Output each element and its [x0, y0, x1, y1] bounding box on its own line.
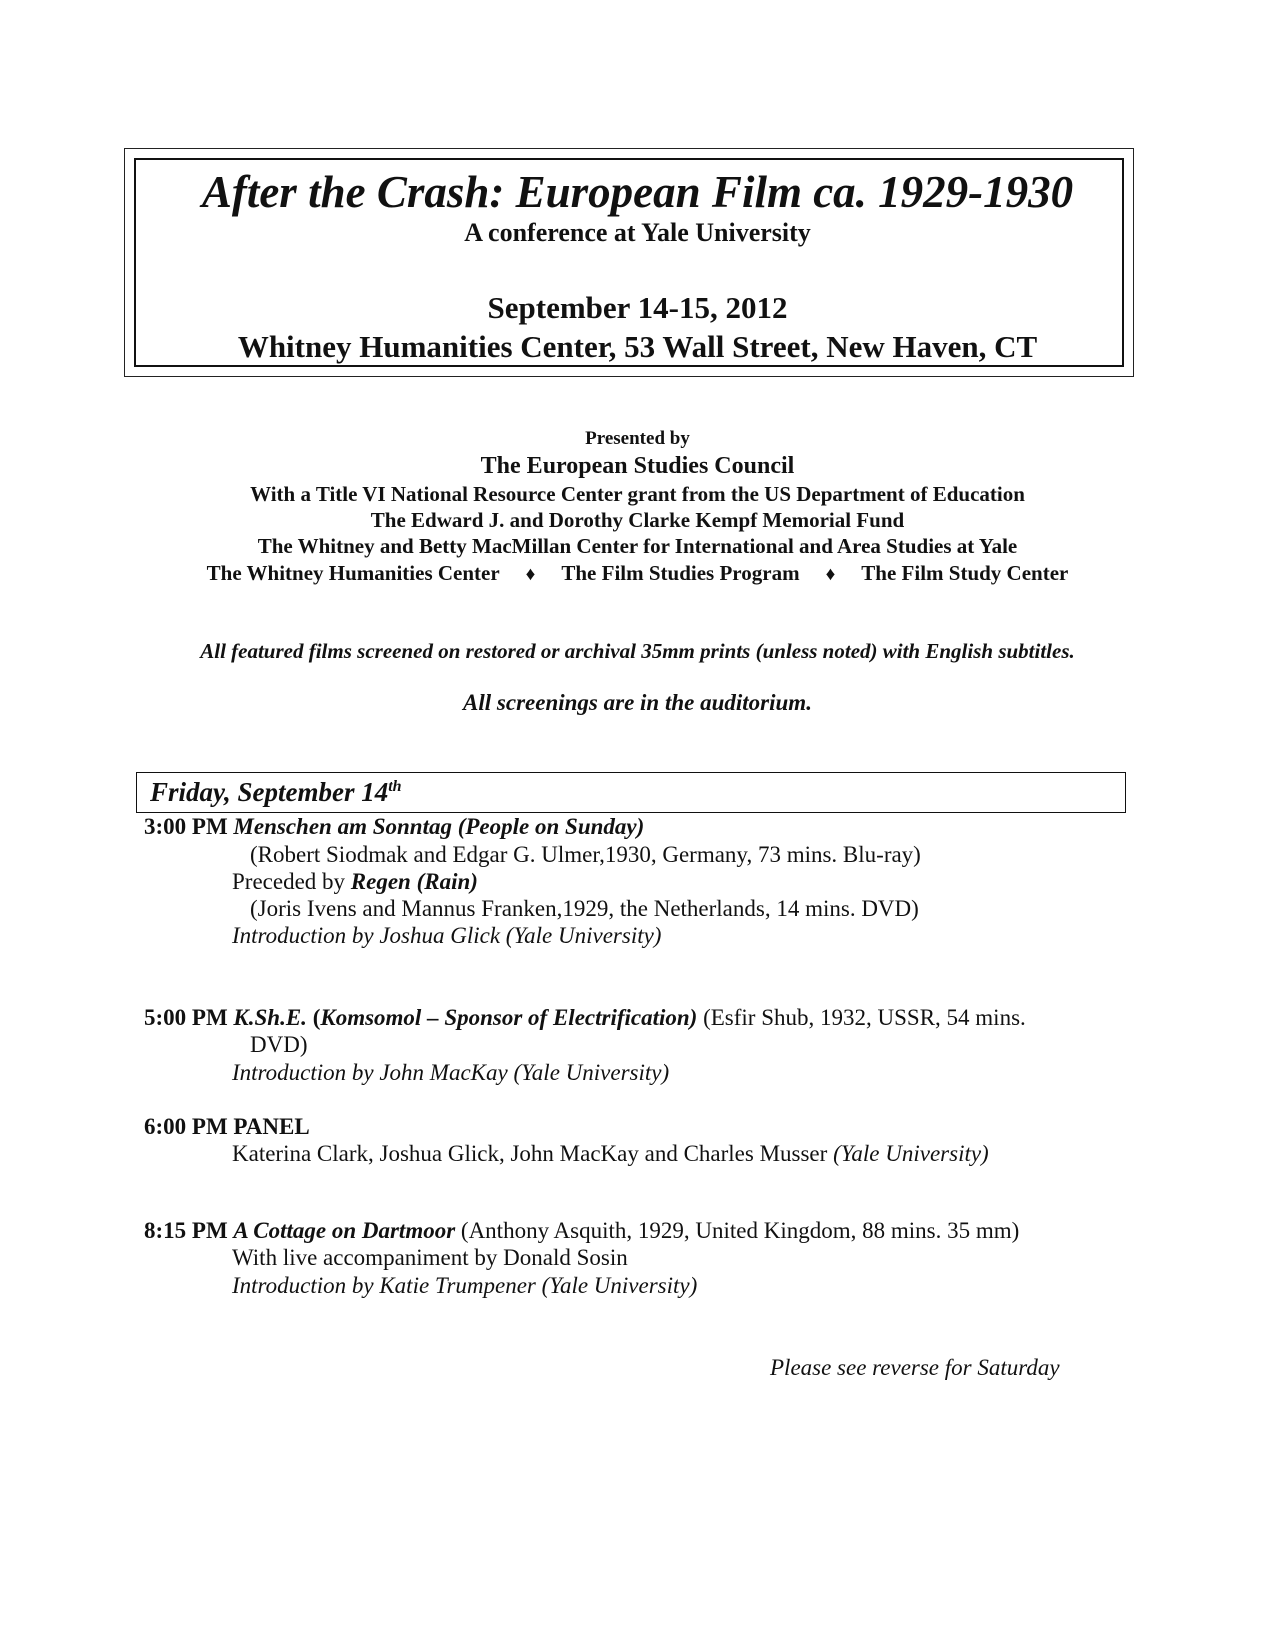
introduction-line: Introduction by Joshua Glick (Yale University)	[232, 923, 662, 948]
sponsor-whitney-humanities-center: The Whitney Humanities Center	[206, 561, 500, 585]
sponsor-row	[0, 561, 1275, 586]
sponsor-film-study-center: The Film Study Center	[861, 561, 1069, 585]
sponsor-line: The Edward J. and Dorothy Clarke Kempf Memorial Fund	[370, 508, 905, 532]
sponsor-line: With a Title VI National Resource Center grant from the US Department of Education	[250, 482, 1025, 506]
film-title: K.Sh.E.	[233, 1005, 307, 1030]
sponsor-film-studies-program: The Film Studies Program	[561, 561, 800, 585]
diamond-separator-icon: ♦	[525, 564, 536, 585]
film-title-full: Komsomol – Sponsor of Electrification)	[320, 1005, 698, 1030]
accompaniment-line: With live accompaniment by Donald Sosin	[232, 1245, 628, 1270]
film-title: Menschen am Sonntag (People on Sunday)	[233, 814, 645, 839]
presented-by-label: Presented by	[585, 428, 690, 449]
panel-participants: Katerina Clark, Joshua Glick, John MacKay and Charles Musser (Yale University)	[232, 1141, 989, 1166]
auditorium-note: All screenings are in the auditorium.	[463, 690, 812, 715]
film-title: Regen (Rain)	[350, 869, 478, 894]
film-credits: (Esfir Shub, 1932, USSR, 54 mins.	[697, 1005, 1026, 1030]
diamond-separator-icon: ♦	[825, 564, 836, 585]
introduction-line: Introduction by Katie Trumpener (Yale University)	[232, 1273, 698, 1298]
day-heading: Friday, September 14th	[150, 777, 402, 807]
film-credits: (Anthony Asquith, 1929, United Kingdom, 88 mins. 35 mm)	[455, 1218, 1020, 1243]
introduction-line: Introduction by John MacKay (Yale University)	[232, 1060, 670, 1085]
film-credits: (Robert Siodmak and Edgar G. Ulmer,1930, Germany, 73 mins. Blu-ray)	[250, 842, 921, 867]
conference-venue: Whitney Humanities Center, 53 Wall Street, New Haven, CT	[237, 329, 1038, 364]
screening-note: All featured films screened on restored or archival 35mm prints (unless noted) with English subtitles.	[200, 639, 1075, 663]
sponsor-council: The European Studies Council	[480, 453, 795, 479]
film-credits: (Joris Ivens and Mannus Franken,1929, the Netherlands, 14 mins. DVD)	[250, 896, 919, 921]
sponsor-line: The Whitney and Betty MacMillan Center for International and Area Studies at Yale	[257, 534, 1018, 558]
see-reverse-note: Please see reverse for Saturday	[770, 1355, 1060, 1380]
schedule-entry-panel: 6:00 PM PANEL	[144, 1114, 310, 1139]
conference-dates: September 14-15, 2012	[487, 290, 788, 325]
conference-title: After the Crash: European Film ca. 1929-1930	[201, 167, 1074, 217]
schedule-entry-time-title: 3:00 PM Menschen am Sonntag (People on Sunday)	[144, 814, 645, 839]
schedule-entry-time-title: 5:00 PM K.Sh.E. (Komsomol – Sponsor of Electrification) (Esfir Shub, 1932, USSR, 54 mins.	[144, 1005, 1026, 1030]
film-title: A Cottage on Dartmoor	[233, 1218, 456, 1243]
preceded-by-line: Preceded by Regen (Rain)	[232, 869, 478, 894]
schedule-entry-time-title: 8:15 PM A Cottage on Dartmoor (Anthony Asquith, 1929, United Kingdom, 88 mins. 35 mm)	[144, 1218, 1020, 1243]
conference-subtitle: A conference at Yale University	[464, 218, 811, 247]
film-credits-continued: DVD)	[250, 1032, 308, 1057]
